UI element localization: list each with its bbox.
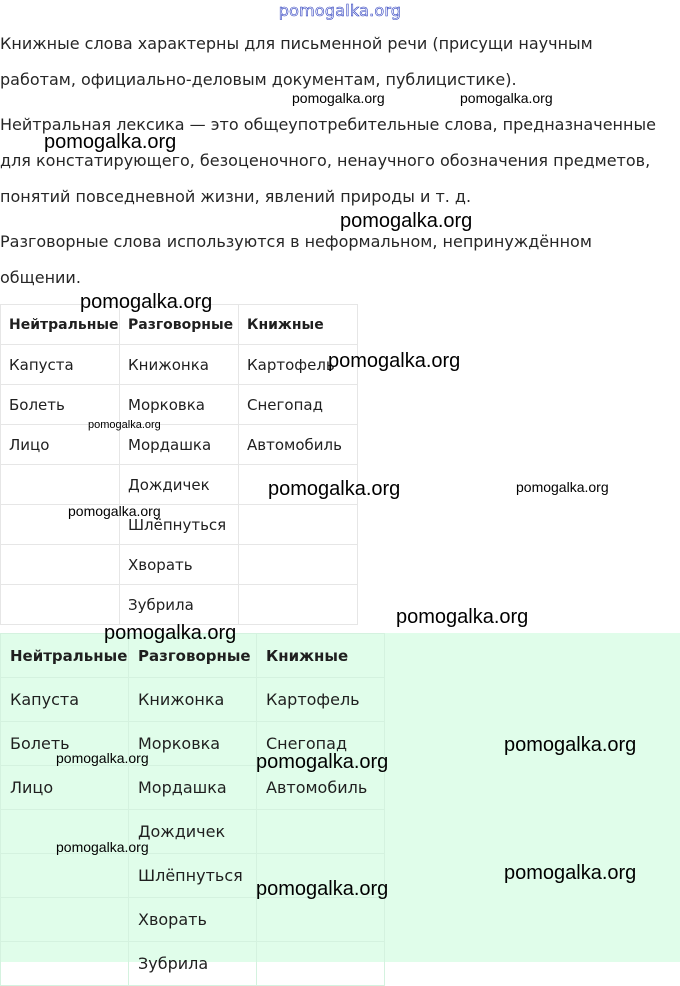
watermark: pomogalka.org: [56, 839, 149, 855]
watermark: pomogalka.org: [504, 862, 637, 884]
table-cell: Шлёпнуться: [120, 505, 239, 545]
table-cell: Лицо: [1, 766, 129, 810]
table-cell: Морковка: [120, 385, 239, 425]
table-cell: Автомобиль: [239, 425, 358, 465]
vocabulary-table: [0, 304, 358, 625]
vocabulary-table-highlighted: [0, 633, 385, 986]
table-cell: Дождичек: [120, 465, 239, 505]
watermark: pomogalka.org: [104, 622, 237, 644]
table-cell: [239, 505, 358, 545]
watermark: pomogalka.org: [88, 419, 161, 431]
watermark: pomogalka.org: [80, 291, 213, 313]
table-cell: Мордашка: [120, 425, 239, 465]
table-cell: [257, 898, 385, 942]
watermark: pomogalka.org: [256, 878, 389, 900]
column-header-neutral: Нейтральные: [1, 634, 129, 678]
watermark: pomogalka.org: [516, 479, 609, 495]
table-row: [1, 678, 385, 722]
watermark: pomogalka.org: [256, 751, 389, 773]
table-row: [1, 585, 358, 625]
table-cell: Шлёпнуться: [129, 854, 257, 898]
watermark: pomogalka.org: [460, 90, 553, 106]
table-cell: Картофель: [257, 678, 385, 722]
table-cell: [1, 465, 120, 505]
table-cell: [239, 545, 358, 585]
table-cell: Книжонка: [129, 678, 257, 722]
watermark: pomogalka.org: [56, 750, 149, 766]
table-cell: Болеть: [1, 385, 120, 425]
table-cell: [1, 898, 129, 942]
column-header-colloquial: Разговорные: [120, 305, 239, 345]
table-cell: Лицо: [1, 425, 120, 465]
table-cell: Хворать: [120, 545, 239, 585]
table-cell: Хворать: [129, 898, 257, 942]
table-cell: Капуста: [1, 345, 120, 385]
table-cell: Зубрила: [129, 942, 257, 986]
table-cell: Капуста: [1, 678, 129, 722]
table-cell: Книжонка: [120, 345, 239, 385]
paragraph-neutral-words: Нейтральная лексика — это общеупотребительные слова, предназначенные для констатирующего, безоценочного, ненаучного обозначения предметов, понятий повседневной жизни, явлений природы и т. д.: [0, 115, 656, 206]
watermark: pomogalka.org: [396, 606, 529, 628]
watermark: pomogalka.org: [292, 90, 385, 106]
table-cell: Автомобиль: [257, 766, 385, 810]
table-cell: [1, 854, 129, 898]
column-header-book: Книжные: [239, 305, 358, 345]
table-cell: [257, 810, 385, 854]
column-header-book: Книжные: [257, 634, 385, 678]
table-cell: [239, 585, 358, 625]
watermark: pomogalka.org: [504, 734, 637, 756]
table-cell: [1, 585, 120, 625]
table-row: [1, 505, 358, 545]
site-header-logo[interactable]: pomogalka.org: [278, 1, 402, 20]
table-row: [1, 385, 358, 425]
watermark: pomogalka.org: [340, 210, 473, 232]
table-row: [1, 345, 358, 385]
table-cell: [1, 942, 129, 986]
table-row: [1, 545, 358, 585]
table-cell: [1, 545, 120, 585]
table-row: [1, 942, 385, 986]
column-header-neutral: Нейтральные: [1, 305, 120, 345]
watermark: pomogalka.org: [44, 131, 177, 153]
table-cell: Картофель: [239, 345, 358, 385]
watermark: pomogalka.org: [328, 350, 461, 372]
table-cell: Дождичек: [129, 810, 257, 854]
paragraph-book-words: Книжные слова характерны для письменной речи (присущи научным работам, официально-деловым документам, публицистике).: [0, 34, 593, 89]
table-row: [1, 898, 385, 942]
table-cell: Снегопад: [257, 722, 385, 766]
table-cell: [257, 942, 385, 986]
watermark: pomogalka.org: [268, 478, 401, 500]
table-cell: Болеть: [1, 722, 129, 766]
table-cell: Морковка: [129, 722, 257, 766]
table-cell: Снегопад: [239, 385, 358, 425]
paragraph-colloquial-words: Разговорные слова используются в неформальном, непринуждённом общении.: [0, 232, 592, 287]
watermark: pomogalka.org: [68, 503, 161, 519]
table-row: [1, 425, 358, 465]
column-header-colloquial: Разговорные: [129, 634, 257, 678]
table-cell: Зубрила: [120, 585, 239, 625]
table-cell: Мордашка: [129, 766, 257, 810]
